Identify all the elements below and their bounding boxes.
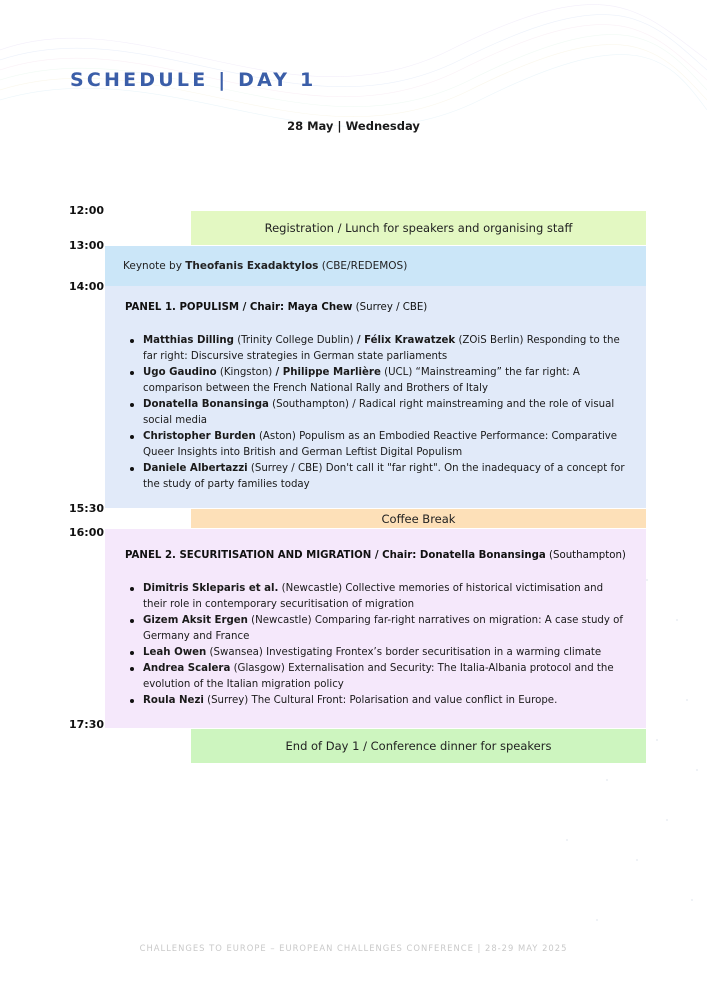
time-label: 12:00 [69, 204, 105, 217]
list-item [125, 645, 626, 661]
talk-title: Investigating Frontex’s border securitisation in a warming climate [266, 647, 602, 658]
coffee-break-block [191, 509, 646, 528]
panel1-affiliation: (Surrey / CBE) [352, 302, 428, 313]
talk-title: / Radical right mainstreaming and the role of visual social media [143, 399, 615, 426]
list-item [125, 429, 626, 461]
panel2-label: PANEL 2. SECURITISATION AND MIGRATION / Chair: Donatella Bonansinga [125, 550, 546, 561]
panel1-heading [125, 302, 427, 313]
list-item [125, 397, 626, 429]
panel1-list [125, 333, 626, 493]
end-of-day-text: End of Day 1 / Conference dinner for speakers [285, 739, 552, 753]
talk-title: The Cultural Front: Polarisation and value conflict in Europe. [251, 695, 558, 706]
speaker-affiliation: (Trinity College Dublin) [233, 335, 357, 346]
registration-text: Registration / Lunch for speakers and organising staff [264, 221, 573, 235]
decorative-wave-graphic [0, 0, 707, 200]
page-footer: CHALLENGES TO EUROPE – EUROPEAN CHALLENGES CONFERENCE | 28-29 MAY 2025 [139, 943, 568, 953]
speaker-affiliation: (Newcastle) [278, 583, 346, 594]
time-label: 17:30 [69, 718, 105, 731]
coffee-break-text: Coffee Break [381, 511, 456, 526]
speaker-name: / Philippe Marlière [275, 367, 381, 378]
keynote-speaker: Theofanis Exadaktylos [185, 260, 319, 272]
talk-title: Responding to the far right: Discursive strategies in German state parliaments [143, 335, 620, 362]
talk-title: Externalisation and Security: The Italia-Albania protocol and the evolution of the Italian migration policy [143, 663, 614, 690]
keynote-prefix: Keynote by [123, 260, 182, 272]
speaker-affiliation: (Newcastle) [247, 615, 315, 626]
speaker-name: Ugo Gaudino [143, 367, 217, 378]
speaker-affiliation: (UCL) [380, 367, 416, 378]
speaker-affiliation: (Surrey / CBE) [247, 463, 326, 474]
speaker-name: Dimitris Skleparis et al. [143, 583, 279, 594]
panel2-heading [125, 550, 626, 561]
speaker-affiliation: (Glasgow) [230, 663, 289, 674]
time-label: 14:00 [69, 280, 105, 293]
list-item [125, 333, 626, 365]
panel2-block [105, 529, 646, 728]
speaker-name: Donatella Bonansinga [143, 399, 269, 410]
panel2-affiliation: (Southampton) [545, 550, 626, 561]
page-title: SCHEDULE | DAY 1 [70, 69, 317, 91]
speaker-name: Roula Nezi [143, 695, 204, 706]
list-item [125, 693, 626, 709]
speaker-affiliation: (Surrey) [203, 695, 252, 706]
day-date: 28 May | Wednesday [287, 119, 420, 133]
panel1-label: PANEL 1. POPULISM / Chair: Maya Chew [125, 302, 353, 313]
speaker-name: Gizem Aksit Ergen [143, 615, 248, 626]
list-item [125, 461, 626, 493]
talk-title: Collective memories of historical victimisation and their role in contemporary securitisation of migration [143, 583, 604, 610]
speaker-name: Leah Owen [143, 647, 207, 658]
speaker-name: / Félix Krawatzek [356, 335, 456, 346]
talk-title: Don't call it "far right". On the inadequacy of a concept for the study of party families today [143, 463, 625, 490]
speaker-affiliation: (ZOiS Berlin) [455, 335, 527, 346]
list-item [125, 581, 626, 613]
time-label: 15:30 [69, 502, 105, 515]
list-item [125, 613, 626, 645]
panel1-block [105, 286, 646, 508]
speaker-name: Andrea Scalera [143, 663, 231, 674]
end-of-day-block [191, 729, 646, 763]
time-label: 13:00 [69, 239, 105, 252]
time-label: 16:00 [69, 526, 105, 539]
registration-block [191, 211, 646, 245]
speaker-name: Daniele Albertazzi [143, 463, 248, 474]
list-item [125, 365, 626, 397]
talk-title: “Mainstreaming” the far right: A comparison between the French National Rally and Brothers of Italy [143, 367, 580, 394]
talk-title: Populism as an Embodied Reactive Performance: Comparative Queer Insights into British and German Leftist Digital Populism [143, 431, 618, 458]
speaker-affiliation: (Aston) [255, 431, 300, 442]
keynote-block [105, 246, 646, 286]
talk-title: Comparing far-right narratives on migration: A case study of Germany and France [143, 615, 623, 642]
panel2-list [125, 581, 626, 709]
list-item [125, 661, 626, 693]
speaker-name: Christopher Burden [143, 431, 256, 442]
speaker-affiliation: (Southampton) [268, 399, 353, 410]
speaker-name: Matthias Dilling [143, 335, 234, 346]
speaker-affiliation: (Kingston) [216, 367, 276, 378]
keynote-affiliation: (CBE/REDEMOS) [321, 260, 408, 272]
speaker-affiliation: (Swansea) [206, 647, 267, 658]
